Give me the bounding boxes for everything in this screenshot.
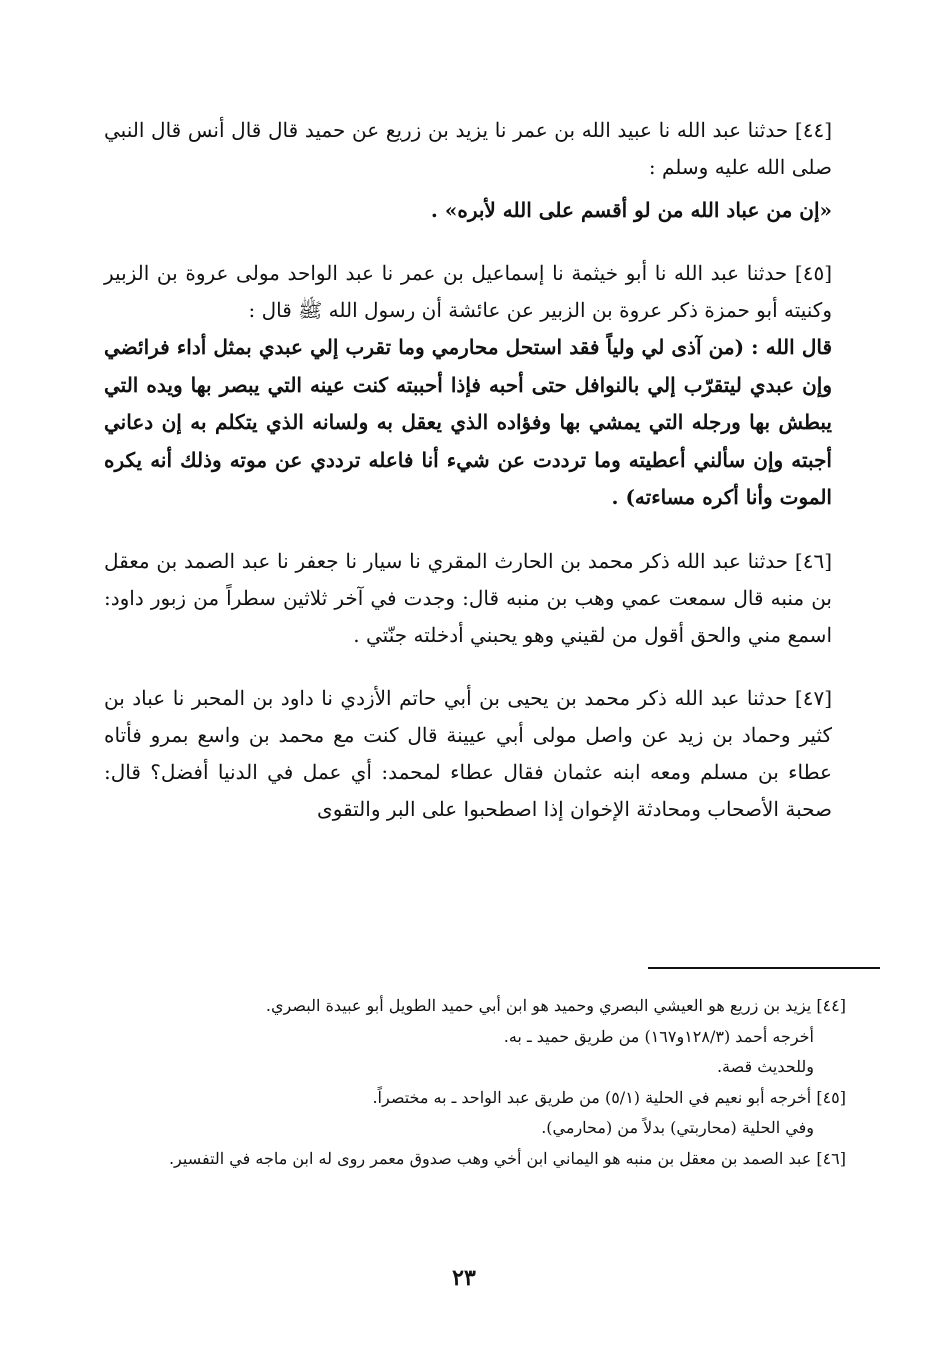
hadith-44-matn: «إن من عباد الله من لو أقسم على الله لأبره» . <box>430 198 832 222</box>
hadith-46 <box>104 543 832 654</box>
hadith-47-text: [٤٧] حدثنا عبد الله ذكر محمد بن يحيى بن أبي حاتم الأزدي نا داود بن المحبر نا عباد بن كثير وحماد بن زيد عن واصل مولى أبي عيينة قال كنت مع محمد بن واسع بمرو فأتاه عطاء بن مسلم ومعه ابنه عثمان فقال عطاء لمحمد: أي عمل في الدنيا أفضل؟ قال: صحبة الأصحاب ومحادثة الإخوان إذا اصطحبوا على البر والتقوى <box>104 685 832 821</box>
footnote-45-line-2: وفي الحلية (محاربتي) بدلاً من (محارمي). <box>541 1118 814 1137</box>
hadith-46-text: [٤٦] حدثنا عبد الله ذكر محمد بن الحارث المقري نا سيار نا جعفر نا عبد الصمد بن معقل بن منبه قال سمعت عمي وهب بن منبه قال: وجدت في آخر ثلاثين سطراً من زبور داود: اسمع مني والحق أقول من لقيني وهو يحبني أدخلته جنّتي . <box>104 548 832 647</box>
hadith-47 <box>104 680 832 828</box>
hadith-45 <box>104 255 832 517</box>
footnotes <box>104 991 846 1174</box>
footnote-45-line-1: [٤٥] أخرجه أبو نعيم في الحلية (٥/١) من طريق عبد الواحد ـ به مختصراً. <box>372 1087 846 1107</box>
page-number: ٢٣ <box>452 1265 476 1291</box>
footnote-44-line-2: أخرجه أحمد (١٢٨/٣و١٦٧) من طريق حميد ـ به. <box>503 1026 814 1046</box>
footnote-46-line-1: [٤٦] عبد الصمد بن معقل بن منبه هو اليماني ابن أخي وهب صدوق معمر روى له ابن ماجه في التفسير. <box>168 1148 846 1168</box>
main-text <box>104 112 832 854</box>
footnote-44-line-1: [٤٤] يزيد بن زريع هو العيشي البصري وحميد هو ابن أبي حميد الطويل أبو عبيدة البصري. <box>265 996 846 1015</box>
hadith-44-isnad: [٤٤] حدثنا عبد الله نا عبيد الله بن عمر نا يزيد بن زريع عن حميد قال قال أنس قال النبي صلى الله عليه وسلم : <box>104 118 832 179</box>
footnote-44-line-3: وللحديث قصة. <box>716 1057 814 1076</box>
hadith-45-matn: قال الله : (من آذى لي ولياً فقد استحل محارمي وما تقرب إلي عبدي بمثل أداء فرائضي وإن عبدي ليتقرّب إلي بالنوافل حتى أحبه فإذا أحببته كنت عينه التي يبصر بها ويده التي يبطش بها ورجله التي يمشي بها وفؤاده الذي يعقل به ولسانه الذي يتكلم به إن دعاني أجبته وإن سألني أعطيته وما ترددت عن شيء أنا فاعله ترددي عن موته وذلك أنه يكره الموت وأنا أكره مساءته) . <box>104 335 832 509</box>
hadith-44 <box>104 112 832 229</box>
footnote-divider <box>648 967 880 969</box>
hadith-45-isnad: [٤٥] حدثنا عبد الله نا أبو خيثمة نا إسماعيل بن عمر نا عبد الواحد مولى عروة بن الزبير وكنيته أبو حمزة ذكر عروة بن الزبير عن عائشة أن رسول الله ﷺ قال : <box>104 261 832 322</box>
